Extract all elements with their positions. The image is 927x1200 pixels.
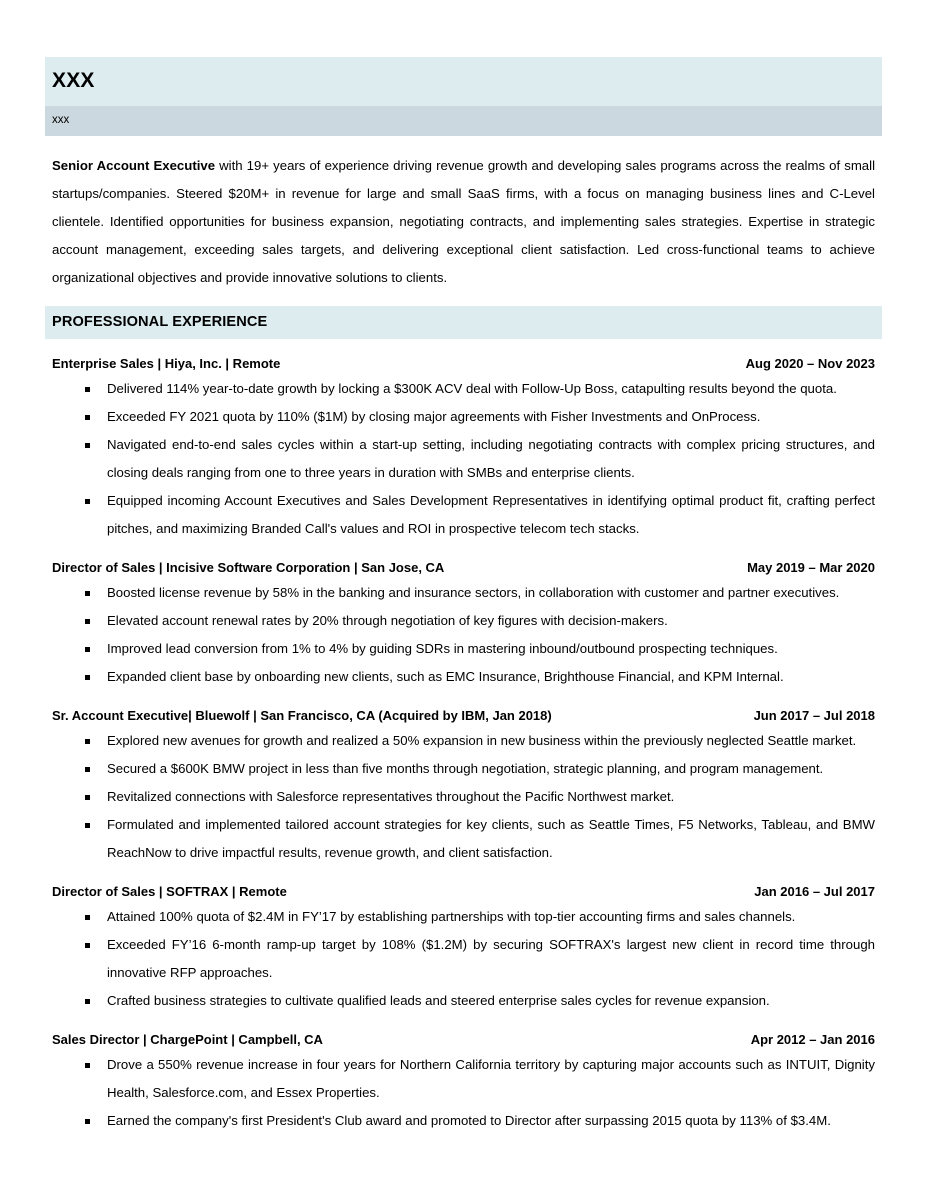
job-bullet: Exceeded FY’16 6-month ramp-up target by 108% ($1.2M) by securing SOFTRAX's largest new client in record time through innovative RFP approaches. (52, 931, 875, 987)
job-header (52, 355, 875, 373)
job-dates: May 2019 – Mar 2020 (747, 559, 875, 575)
job-bullet: Earned the company's first President's Club award and promoted to Director after surpassing 2015 quota by 113% of $3.4M. (52, 1107, 875, 1135)
job-header (52, 1031, 875, 1049)
contact-banner (45, 106, 882, 136)
job-header (52, 883, 875, 901)
section-banner (45, 306, 882, 339)
job-title: Enterprise Sales | Hiya, Inc. | Remote (52, 355, 281, 371)
section-title: PROFESSIONAL EXPERIENCE (52, 313, 268, 330)
contact-info: xxx (52, 114, 70, 127)
job-dates: Apr 2012 – Jan 2016 (750, 1032, 875, 1048)
job-bullet: Attained 100% quota of $2.4M in FY’17 by establishing partnerships with top-tier accounting firms and sales channels. (52, 903, 875, 931)
job-bullet: Exceeded FY 2021 quota by 110% ($1M) by closing major agreements with Fisher Investments and OnProcess. (52, 403, 875, 431)
job-header (52, 559, 875, 577)
job-entry (45, 559, 882, 691)
job-bullet-list (52, 727, 875, 867)
job-bullet: Elevated account renewal rates by 20% through negotiation of key figures with decision-makers. (52, 607, 875, 635)
job-bullet: Delivered 114% year-to-date growth by locking a $300K ACV deal with Follow-Up Boss, catapulting results beyond the quota. (52, 375, 875, 403)
job-title: Director of Sales | SOFTRAX | Remote (52, 883, 287, 899)
job-entry (45, 707, 882, 867)
job-bullet: Equipped incoming Account Executives and Sales Development Representatives in identifying optimal product fit, crafting perfect pitches, and maximizing Branded Call's values and ROI in prospective telecom tech stacks. (52, 487, 875, 543)
job-entry (45, 883, 882, 1015)
sections-container (45, 306, 882, 1136)
job-bullet-list (52, 375, 875, 543)
job-entry (45, 355, 882, 543)
job-bullet: Explored new avenues for growth and realized a 50% expansion in new business within the previously neglected Seattle market. (52, 727, 875, 755)
job-bullet-list (52, 1051, 875, 1135)
job-bullet: Expanded client base by onboarding new clients, such as EMC Insurance, Brighthouse Financial, and KPM Internal. (52, 663, 875, 691)
job-bullet-list (52, 903, 875, 1015)
job-bullet: Crafted business strategies to cultivate qualified leads and steered enterprise sales cycles for revenue expansion. (52, 987, 875, 1015)
job-title: Sr. Account Executive| Bluewolf | San Francisco, CA (Acquired by IBM, Jan 2018) (52, 707, 552, 723)
job-bullet: Improved lead conversion from 1% to 4% by guiding SDRs in mastering inbound/outbound prospecting techniques. (52, 635, 875, 663)
job-bullet: Secured a $600K BMW project in less than five months through negotiation, strategic planning, and program management. (52, 755, 875, 783)
job-bullet: Revitalized connections with Salesforce representatives throughout the Pacific Northwest market. (52, 783, 875, 811)
candidate-name: XXX (52, 69, 95, 92)
job-bullet: Drove a 550% revenue increase in four years for Northern California territory by capturing major accounts such as INTUIT, Dignity Health, Salesforce.com, and Essex Properties. (52, 1051, 875, 1107)
job-header (52, 707, 875, 725)
job-dates: Jan 2016 – Jul 2017 (754, 883, 875, 899)
job-bullet: Formulated and implemented tailored account strategies for key clients, such as Seattle Times, F5 Networks, Tableau, and BMW ReachNow to drive impactful results, revenue growth, and client satisfaction. (52, 811, 875, 867)
job-dates: Aug 2020 – Nov 2023 (745, 355, 875, 371)
job-title: Sales Director | ChargePoint | Campbell, CA (52, 1032, 323, 1048)
professional-summary (45, 152, 882, 292)
job-bullet-list (52, 579, 875, 691)
name-banner (45, 57, 882, 106)
job-bullet: Navigated end-to-end sales cycles within a start-up setting, including negotiating contracts with complex pricing structures, and closing deals ranging from one to three years in duration with SMBs and enterprise clients. (52, 431, 875, 487)
job-dates: Jun 2017 – Jul 2018 (753, 707, 875, 723)
job-entry (45, 1031, 882, 1135)
summary-body-text: with 19+ years of experience driving revenue growth and developing sales programs across the realms of small startups/companies. Steered $20M+ in revenue for large and small SaaS firms, with a focus on managing business lines and C-Level clientele. Identified opportunities for business expansion, negotiating contracts, and implementing sales strategies. Expertise in strategic account management, exceeding sales targets, and delivering exceptional client satisfaction. Led cross-functional teams to achieve organizational objectives and provide innovative solutions to clients. (52, 157, 875, 285)
summary-lead-title: Senior Account Executive (52, 157, 216, 173)
job-title: Director of Sales | Incisive Software Corporation | San Jose, CA (52, 559, 445, 575)
job-bullet: Boosted license revenue by 58% in the banking and insurance sectors, in collaboration with customer and partner executives. (52, 579, 875, 607)
